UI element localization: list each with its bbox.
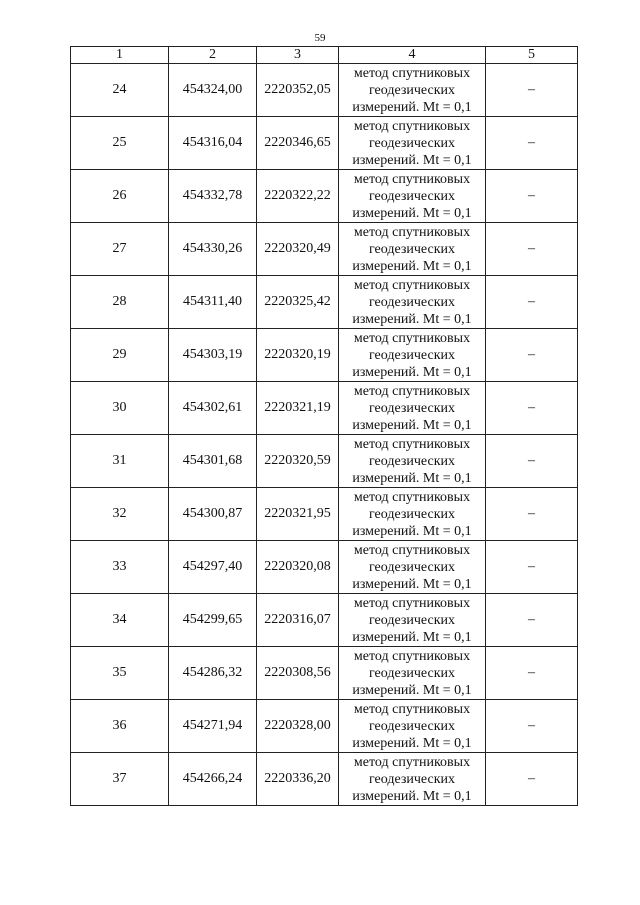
method-cell: [339, 223, 486, 276]
y-coordinate-cell: 2220320,59: [257, 435, 339, 488]
method-cell: [339, 753, 486, 806]
x-coordinate-cell: 454302,61: [169, 382, 257, 435]
page-number: 59: [314, 32, 326, 44]
method-cell: [339, 276, 486, 329]
note-cell: –: [486, 594, 578, 647]
y-coordinate-cell: 2220352,05: [257, 64, 339, 117]
method-line: измерений. Mt = 0,1: [352, 470, 472, 486]
method-line: измерений. Mt = 0,1: [352, 99, 472, 115]
x-coordinate-cell: 454303,19: [169, 329, 257, 382]
header-col-5: 5: [486, 47, 578, 64]
y-coordinate-cell: 2220322,22: [257, 170, 339, 223]
method-line: метод спутниковых: [353, 118, 471, 134]
x-coordinate-cell: 454271,94: [169, 700, 257, 753]
method-line: геодезических: [368, 294, 455, 310]
header-col-3: 3: [257, 47, 339, 64]
method-line: геодезических: [368, 506, 455, 522]
x-coordinate-cell: 454316,04: [169, 117, 257, 170]
y-coordinate-cell: 2220321,95: [257, 488, 339, 541]
note-cell: –: [486, 435, 578, 488]
x-coordinate-cell: 454266,24: [169, 753, 257, 806]
table-row: [71, 382, 578, 435]
method-line: геодезических: [368, 559, 455, 575]
method-line: метод спутниковых: [353, 383, 471, 399]
point-number-cell: 27: [71, 223, 169, 276]
table-row: [71, 117, 578, 170]
point-number-cell: 26: [71, 170, 169, 223]
coordinates-table: [70, 46, 578, 806]
method-line: геодезических: [368, 347, 455, 363]
method-line: геодезических: [368, 453, 455, 469]
header-col-2: 2: [169, 47, 257, 64]
method-line: измерений. Mt = 0,1: [352, 258, 472, 274]
note-cell: –: [486, 64, 578, 117]
table-row: [71, 647, 578, 700]
y-coordinate-cell: 2220346,65: [257, 117, 339, 170]
method-cell: [339, 594, 486, 647]
note-cell: –: [486, 223, 578, 276]
method-line: геодезических: [368, 135, 455, 151]
method-line: геодезических: [368, 771, 455, 787]
method-cell: [339, 541, 486, 594]
y-coordinate-cell: 2220320,08: [257, 541, 339, 594]
method-line: геодезических: [368, 188, 455, 204]
y-coordinate-cell: 2220321,19: [257, 382, 339, 435]
method-line: метод спутниковых: [353, 648, 471, 664]
y-coordinate-cell: 2220328,00: [257, 700, 339, 753]
method-line: метод спутниковых: [353, 277, 471, 293]
method-line: измерений. Mt = 0,1: [352, 576, 472, 592]
method-cell: [339, 382, 486, 435]
table-row: [71, 488, 578, 541]
table-row: [71, 276, 578, 329]
note-cell: –: [486, 117, 578, 170]
point-number-cell: 31: [71, 435, 169, 488]
x-coordinate-cell: 454332,78: [169, 170, 257, 223]
point-number-cell: 36: [71, 700, 169, 753]
x-coordinate-cell: 454311,40: [169, 276, 257, 329]
note-cell: –: [486, 382, 578, 435]
table-body: [71, 64, 578, 806]
point-number-cell: 30: [71, 382, 169, 435]
table-row: [71, 435, 578, 488]
method-cell: [339, 435, 486, 488]
header-col-1: 1: [71, 47, 169, 64]
point-number-cell: 29: [71, 329, 169, 382]
point-number-cell: 28: [71, 276, 169, 329]
method-line: измерений. Mt = 0,1: [352, 735, 472, 751]
method-line: метод спутниковых: [353, 224, 471, 240]
point-number-cell: 32: [71, 488, 169, 541]
x-coordinate-cell: 454300,87: [169, 488, 257, 541]
method-line: измерений. Mt = 0,1: [352, 205, 472, 221]
table-row: [71, 541, 578, 594]
point-number-cell: 25: [71, 117, 169, 170]
table-row: [71, 170, 578, 223]
method-line: метод спутниковых: [353, 330, 471, 346]
y-coordinate-cell: 2220336,20: [257, 753, 339, 806]
x-coordinate-cell: 454299,65: [169, 594, 257, 647]
method-line: измерений. Mt = 0,1: [352, 364, 472, 380]
method-line: метод спутниковых: [353, 701, 471, 717]
method-line: геодезических: [368, 665, 455, 681]
point-number-cell: 37: [71, 753, 169, 806]
note-cell: –: [486, 170, 578, 223]
x-coordinate-cell: 454286,32: [169, 647, 257, 700]
method-cell: [339, 64, 486, 117]
point-number-cell: 35: [71, 647, 169, 700]
table-header-row: [71, 47, 578, 64]
x-coordinate-cell: 454297,40: [169, 541, 257, 594]
method-line: геодезических: [368, 241, 455, 257]
note-cell: –: [486, 276, 578, 329]
table-row: [71, 64, 578, 117]
table-row: [71, 700, 578, 753]
method-line: измерений. Mt = 0,1: [352, 523, 472, 539]
method-line: измерений. Mt = 0,1: [352, 788, 472, 804]
method-line: геодезических: [368, 400, 455, 416]
method-line: метод спутниковых: [353, 489, 471, 505]
method-line: метод спутниковых: [353, 754, 471, 770]
method-line: метод спутниковых: [353, 171, 471, 187]
method-line: измерений. Mt = 0,1: [352, 152, 472, 168]
y-coordinate-cell: 2220320,19: [257, 329, 339, 382]
method-line: метод спутниковых: [353, 436, 471, 452]
note-cell: –: [486, 329, 578, 382]
method-cell: [339, 329, 486, 382]
note-cell: –: [486, 488, 578, 541]
y-coordinate-cell: 2220320,49: [257, 223, 339, 276]
method-cell: [339, 488, 486, 541]
method-line: геодезических: [368, 82, 455, 98]
note-cell: –: [486, 753, 578, 806]
point-number-cell: 34: [71, 594, 169, 647]
table-row: [71, 329, 578, 382]
note-cell: –: [486, 541, 578, 594]
point-number-cell: 24: [71, 64, 169, 117]
x-coordinate-cell: 454330,26: [169, 223, 257, 276]
header-col-4: 4: [339, 47, 486, 64]
table-row: [71, 223, 578, 276]
y-coordinate-cell: 2220316,07: [257, 594, 339, 647]
method-line: геодезических: [368, 718, 455, 734]
method-cell: [339, 647, 486, 700]
note-cell: –: [486, 647, 578, 700]
note-cell: –: [486, 700, 578, 753]
point-number-cell: 33: [71, 541, 169, 594]
x-coordinate-cell: 454324,00: [169, 64, 257, 117]
table-row: [71, 594, 578, 647]
method-line: измерений. Mt = 0,1: [352, 682, 472, 698]
method-cell: [339, 170, 486, 223]
method-cell: [339, 117, 486, 170]
method-line: метод спутниковых: [353, 65, 471, 81]
method-line: измерений. Mt = 0,1: [352, 311, 472, 327]
y-coordinate-cell: 2220308,56: [257, 647, 339, 700]
table-row: [71, 753, 578, 806]
method-line: геодезических: [368, 612, 455, 628]
method-line: измерений. Mt = 0,1: [352, 417, 472, 433]
x-coordinate-cell: 454301,68: [169, 435, 257, 488]
method-line: измерений. Mt = 0,1: [352, 629, 472, 645]
y-coordinate-cell: 2220325,42: [257, 276, 339, 329]
method-cell: [339, 700, 486, 753]
method-line: метод спутниковых: [353, 595, 471, 611]
method-line: метод спутниковых: [353, 542, 471, 558]
